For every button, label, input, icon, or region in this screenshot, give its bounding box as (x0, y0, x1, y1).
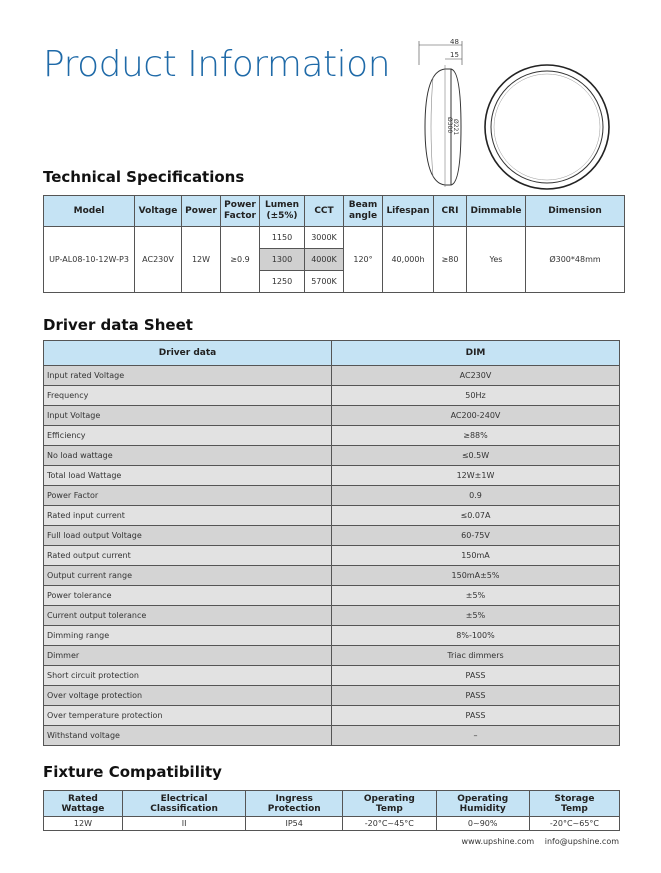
fixture-header-row (44, 791, 620, 817)
cell-cct-2: 4000K (305, 249, 344, 271)
driver-header-row (44, 341, 620, 366)
fixture-header (529, 791, 619, 817)
cell-model: UP-AL08-10-12W-P3 (44, 227, 135, 293)
driver-row (44, 586, 620, 606)
fixture-header-line: Rated (68, 793, 98, 804)
cell-cri: ≥80 (434, 227, 467, 293)
driver-row (44, 406, 620, 426)
driver-param: Withstand voltage (44, 726, 332, 746)
driver-value: 0.9 (332, 486, 620, 506)
footer-contact (456, 837, 619, 846)
driver-value: 150mA±5% (332, 566, 620, 586)
driver-heading: Driver data Sheet (43, 316, 193, 334)
driver-param: Total load Wattage (44, 466, 332, 486)
driver-value: PASS (332, 666, 620, 686)
driver-row (44, 466, 620, 486)
driver-table-body (44, 366, 620, 746)
driver-param: Power Factor (44, 486, 332, 506)
fixture-header (122, 791, 245, 817)
cell-voltage: AC230V (135, 227, 182, 293)
th-dimmable: Dimmable (467, 196, 526, 227)
fixture-value-row (44, 817, 620, 831)
driver-value: 60-75V (332, 526, 620, 546)
driver-row (44, 706, 620, 726)
cell-cct-1: 3000K (305, 227, 344, 249)
email-link[interactable]: info@upshine.com (544, 837, 619, 846)
driver-row (44, 506, 620, 526)
th-power: Power (182, 196, 221, 227)
driver-value: ±5% (332, 606, 620, 626)
driver-value: ≤0.07A (332, 506, 620, 526)
cell-lumen-3: 1250 (260, 271, 305, 293)
fixture-header-line: Operating (363, 793, 415, 804)
fixture-value: 12W (44, 817, 123, 831)
driver-row (44, 426, 620, 446)
driver-value: ≤0.5W (332, 446, 620, 466)
fixture-value: 0~90% (436, 817, 529, 831)
driver-param: Power tolerance (44, 586, 332, 606)
driver-param: Current output tolerance (44, 606, 332, 626)
driver-row (44, 566, 620, 586)
driver-value: 12W±1W (332, 466, 620, 486)
driver-param: Efficiency (44, 426, 332, 446)
cell-dimension: Ø300*48mm (526, 227, 625, 293)
fixture-value: II (122, 817, 245, 831)
driver-row (44, 646, 620, 666)
th-power-factor: Power Factor (221, 196, 260, 227)
driver-row (44, 546, 620, 566)
fixture-header-line: Electrical (160, 793, 208, 804)
fixture-table (43, 790, 620, 831)
fixture-header-line: Temp (375, 803, 403, 814)
cell-dimmable: Yes (467, 227, 526, 293)
website-link[interactable]: www.upshine.com (461, 837, 535, 846)
driver-value: AC200-240V (332, 406, 620, 426)
th-model: Model (44, 196, 135, 227)
driver-param: Input rated Voltage (44, 366, 332, 386)
driver-param: Over voltage protection (44, 686, 332, 706)
driver-param: Output current range (44, 566, 332, 586)
fixture-header-line: Operating (457, 793, 509, 804)
driver-param: Rated input current (44, 506, 332, 526)
fixture-header (343, 791, 436, 817)
driver-col-header: Driver data (44, 341, 332, 366)
driver-param: Dimming range (44, 626, 332, 646)
fixture-header-line: Temp (561, 803, 588, 814)
fixture-value: -20°C~45°C (343, 817, 436, 831)
driver-value: – (332, 726, 620, 746)
fixture-header-line: Wattage (61, 803, 105, 814)
cell-lifespan: 40,000h (383, 227, 434, 293)
th-beam: Beam angle (344, 196, 383, 227)
cell-lumen-1: 1150 (260, 227, 305, 249)
fixture-header (44, 791, 123, 817)
fixture-header-line: Humidity (459, 803, 506, 814)
driver-value: Triac dimmers (332, 646, 620, 666)
driver-value: 8%-100% (332, 626, 620, 646)
th-lifespan: Lifespan (383, 196, 434, 227)
cell-cct-3: 5700K (305, 271, 344, 293)
cell-lumen-2: 1300 (260, 249, 305, 271)
fixture-header (246, 791, 343, 817)
cell-power-factor: ≥0.9 (221, 227, 260, 293)
cell-power: 12W (182, 227, 221, 293)
driver-param: Dimmer (44, 646, 332, 666)
fixture-header (436, 791, 529, 817)
th-dimension: Dimension (526, 196, 625, 227)
tech-spec-heading: Technical Specifications (43, 168, 245, 186)
driver-row (44, 666, 620, 686)
driver-row (44, 386, 620, 406)
driver-param: Full load output Voltage (44, 526, 332, 546)
fixture-header-line: Protection (267, 803, 321, 814)
fixture-header-line: Storage (554, 793, 595, 804)
driver-row (44, 446, 620, 466)
driver-value: ≥88% (332, 426, 620, 446)
dim-d1-label: Ø300 (446, 117, 453, 134)
driver-row (44, 726, 620, 746)
product-drawing (405, 35, 625, 195)
page-title: Product Information (43, 44, 391, 85)
fixture-heading: Fixture Compatibility (43, 763, 222, 781)
driver-value: PASS (332, 706, 620, 726)
driver-value: 150mA (332, 546, 620, 566)
tech-spec-row (44, 227, 625, 249)
driver-param: Over temperature protection (44, 706, 332, 726)
driver-param: Short circuit protection (44, 666, 332, 686)
driver-row (44, 606, 620, 626)
tech-spec-header-row (44, 196, 625, 227)
th-voltage: Voltage (135, 196, 182, 227)
fixture-header-line: Ingress (275, 793, 313, 804)
dim-d2-label: Ø221 (452, 119, 459, 136)
fixture-value: -20°C~65°C (529, 817, 619, 831)
th-cct: CCT (305, 196, 344, 227)
cell-beam: 120° (344, 227, 383, 293)
driver-table (43, 340, 620, 746)
fixture-value: IP54 (246, 817, 343, 831)
driver-row (44, 686, 620, 706)
driver-value: PASS (332, 686, 620, 706)
dim-width-label: 48 (450, 38, 459, 46)
th-lumen: Lumen (±5%) (260, 196, 305, 227)
driver-param: Rated output current (44, 546, 332, 566)
driver-value: AC230V (332, 366, 620, 386)
driver-param: Frequency (44, 386, 332, 406)
driver-row (44, 486, 620, 506)
fixture-header-line: Classification (150, 803, 218, 814)
driver-row (44, 366, 620, 386)
tech-spec-table (43, 195, 625, 293)
dim-col-header: DIM (332, 341, 620, 366)
driver-row (44, 526, 620, 546)
driver-value: ±5% (332, 586, 620, 606)
dim-small-label: 15 (450, 51, 459, 59)
driver-param: Input Voltage (44, 406, 332, 426)
driver-row (44, 626, 620, 646)
th-cri: CRI (434, 196, 467, 227)
driver-value: 50Hz (332, 386, 620, 406)
driver-param: No load wattage (44, 446, 332, 466)
